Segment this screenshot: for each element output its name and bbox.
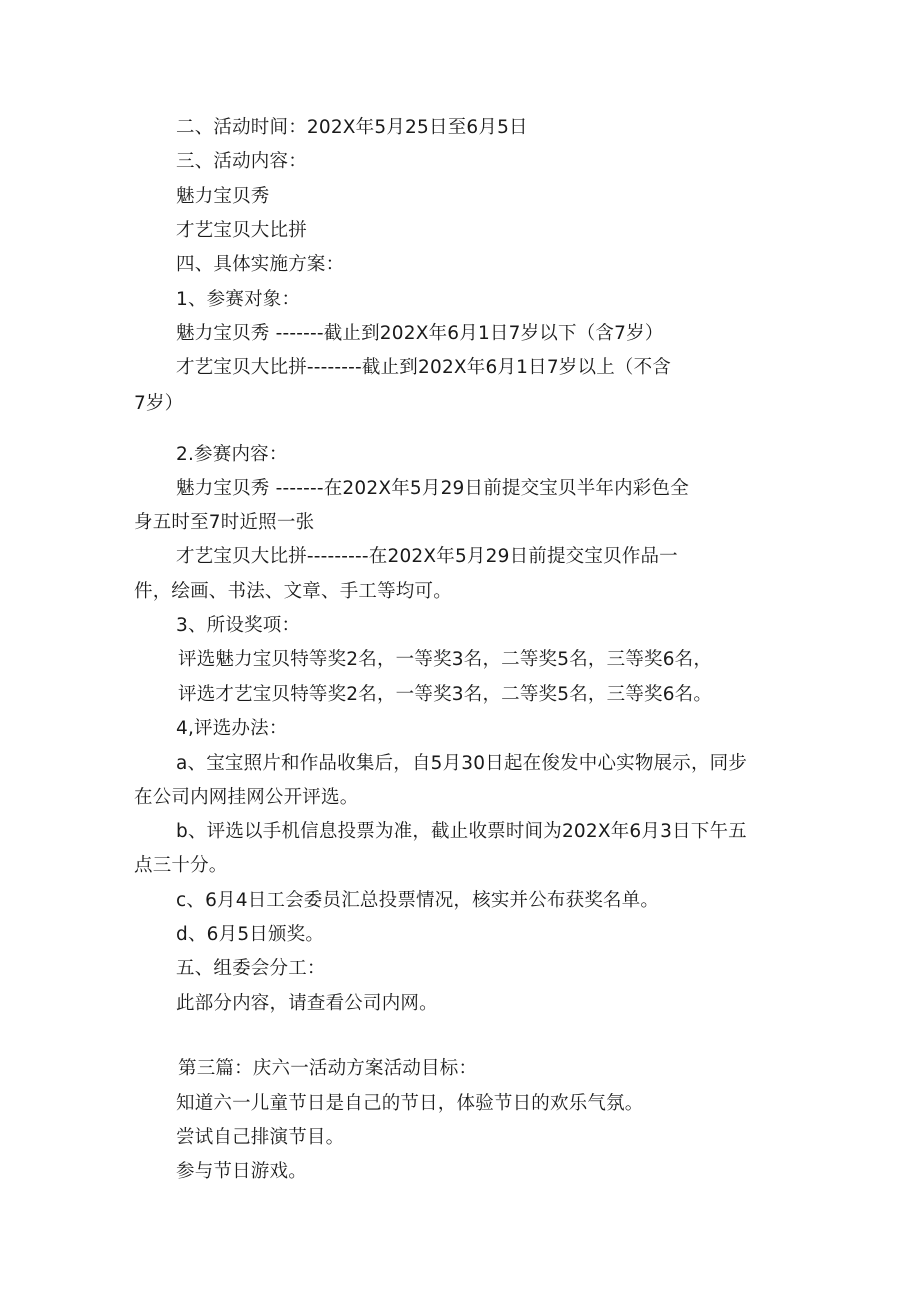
text-line-participants-heading: 1、参赛对象：: [176, 289, 301, 310]
text-line-charm-baby-show: 魅力宝贝秀: [176, 186, 270, 207]
text-line-committee-heading: 五、组委会分工：: [176, 958, 326, 979]
text-line-selection-method-heading: 4,评选办法：: [176, 718, 288, 739]
text-line-awards-charm: 评选魅力宝贝特等奖2名，一等奖3名，二等奖5名，三等奖6名，: [178, 649, 713, 670]
text-line-activity-time: 二、活动时间：202X年5月25日至6月5日: [176, 117, 528, 138]
text-line-activity-content-heading: 三、活动内容：: [176, 151, 307, 172]
text-line-method-d: d、6月5日颁奖。: [176, 924, 325, 945]
text-line-method-c: c、6月4日工会委员汇总投票情况，核实并公布获奖名单。: [176, 890, 660, 911]
text-line-content-charm-cont: 身五时至7时近照一张: [134, 512, 315, 533]
text-line-participants-talent: 才艺宝贝大比拼--------截止到202X年6月1日7岁以上（不含: [176, 357, 672, 378]
text-line-participants-talent-cont: 7岁）: [134, 393, 184, 414]
text-line-goal-2: 尝试自己排演节目。: [176, 1127, 345, 1148]
text-line-talent-contest: 才艺宝贝大比拼: [176, 220, 307, 241]
text-line-implementation-heading: 四、具体实施方案：: [176, 254, 345, 275]
text-line-content-charm: 魅力宝贝秀 -------在202X年5月29日前提交宝贝半年内彩色全: [176, 478, 689, 499]
text-line-goal-1: 知道六一儿童节日是自己的节日，体验节日的欢乐气氛。: [176, 1093, 644, 1114]
text-line-content-talent-cont: 件，绘画、书法、文章、手工等均可。: [134, 581, 452, 602]
text-line-content-talent: 才艺宝贝大比拼---------在202X年5月29日前提交宝贝作品一: [176, 546, 678, 567]
text-line-method-a-cont: 在公司内网挂网公开评选。: [134, 787, 359, 808]
text-line-contest-content-heading: 2.参赛内容：: [176, 444, 288, 465]
text-line-awards-talent: 评选才艺宝贝特等奖2名，一等奖3名，二等奖5名，三等奖6名。: [178, 684, 713, 705]
text-line-awards-heading: 3、所设奖项：: [176, 615, 301, 636]
text-line-committee-note: 此部分内容，请查看公司内网。: [176, 993, 438, 1014]
text-line-method-a: a、宝宝照片和作品收集后，自5月30日起在俊发中心实物展示，同步: [176, 753, 748, 774]
text-line-method-b: b、评选以手机信息投票为准，截止收票时间为202X年6月3日下午五: [176, 821, 747, 842]
text-line-method-b-cont: 点三十分。: [134, 855, 228, 876]
text-line-part-three-title: 第三篇：庆六一活动方案活动目标：: [178, 1058, 478, 1079]
text-line-goal-3: 参与节日游戏。: [176, 1161, 307, 1182]
text-line-participants-charm: 魅力宝贝秀 -------截止到202X年6月1日7岁以下（含7岁）: [176, 323, 664, 344]
